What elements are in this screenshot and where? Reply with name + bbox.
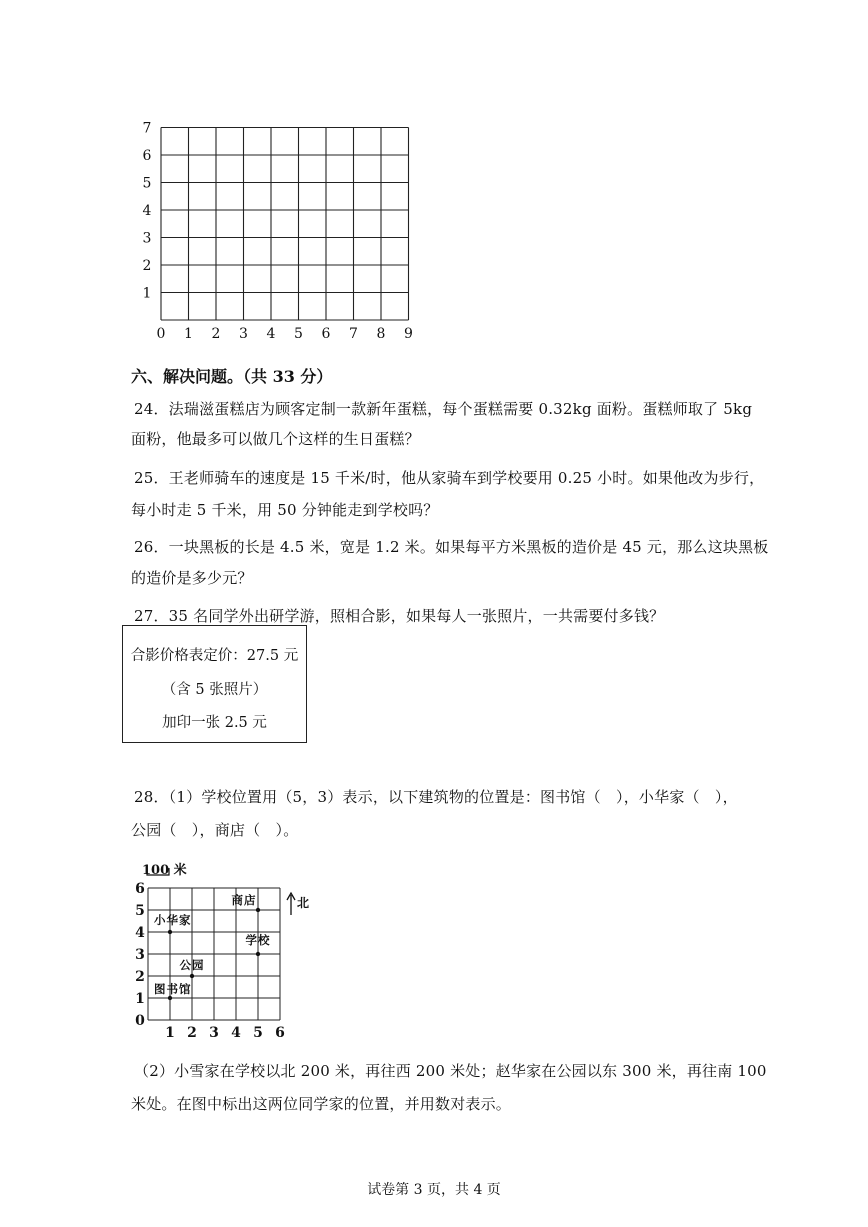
- coordinate-grid-9x7: [130, 112, 430, 347]
- map-places: [154, 893, 271, 1000]
- map-x-tick-label: 1: [165, 1025, 175, 1041]
- map-x-tick-label: 3: [209, 1025, 219, 1041]
- scale-label: 100 米: [142, 863, 187, 878]
- question-26-line-2: 的造价是多少元？: [131, 569, 253, 587]
- x-axis-labels: [157, 326, 413, 342]
- x-tick-label: 1: [184, 326, 193, 342]
- page-footer: 试卷第 3 页，共 4 页: [367, 1182, 501, 1198]
- y-tick-label: 2: [142, 258, 152, 274]
- map-y-tick-label: 4: [135, 925, 145, 941]
- question-28-line-1: 28．（1）学校位置用（5，3）表示，以下建筑物的位置是：图书馆（ ），小华家（ ），: [134, 788, 738, 806]
- map-origin-label: 0: [135, 1013, 145, 1029]
- section-title: 六、解决问题。（共 33 分）: [131, 367, 333, 386]
- map-y-tick-label: 5: [135, 903, 145, 919]
- map-y-labels: [135, 881, 145, 1029]
- place-marker: [190, 974, 194, 978]
- question-28-part-2-line-1: （2）小雪家在学校以北 200 米，再往西 200 米处；赵华家在公园以东 300 米，再往南 100: [134, 1062, 767, 1080]
- place-marker: [168, 930, 172, 934]
- map-grid-lines: [148, 888, 280, 1020]
- map-y-tick-label: 1: [135, 991, 145, 1007]
- y-tick-label: 1: [142, 285, 152, 302]
- x-tick-label: 8: [376, 326, 386, 342]
- y-tick-label: 7: [142, 120, 152, 137]
- map-x-tick-label: 5: [253, 1025, 263, 1041]
- x-tick-label: 7: [349, 326, 358, 342]
- price-table-box: [122, 625, 307, 743]
- x-tick-label: 9: [404, 326, 413, 342]
- place-marker: [256, 908, 260, 912]
- question-26-line-1: 26．一块黑板的长是 4.5 米，宽是 1.2 米。如果每平方米黑板的造价是 45 元，那么这块黑板: [134, 538, 769, 556]
- grid-lines: [161, 128, 409, 321]
- x-tick-label: 3: [239, 326, 248, 342]
- question-25-line-2: 每小时走 5 千米，用 50 分钟能走到学校吗？: [131, 501, 439, 519]
- place-marker: [168, 996, 172, 1000]
- question-27-line-1: 27．35 名同学外出研学游，照相合影，如果每人一张照片，一共需要付多钱？: [134, 607, 665, 625]
- place-label: 商店: [231, 893, 257, 907]
- y-tick-label: 5: [142, 175, 152, 192]
- scale-bar: [142, 862, 187, 878]
- question-28-part-2-line-2: 米处。在图中标出这两位同学家的位置，并用数对表示。: [131, 1095, 512, 1113]
- price-box-line-2: （含 5 张照片）: [161, 682, 268, 698]
- north-indicator: [287, 893, 309, 915]
- place-label: 学校: [245, 933, 271, 947]
- price-box-line-1: 合影价格表定价：27.5 元: [130, 648, 299, 664]
- price-box-line-3: 加印一张 2.5 元: [162, 715, 267, 731]
- question-28-line-2: 公园（ ），商店（ ）。: [131, 821, 299, 839]
- north-label: 北: [297, 896, 310, 910]
- map-x-tick-label: 2: [187, 1025, 197, 1041]
- question-24-line-1: 24．法瑞滋蛋糕店为顾客定制一款新年蛋糕，每个蛋糕需要 0.32kg 面粉。蛋糕师取了 5kg: [134, 400, 753, 418]
- place-label: 公园: [179, 958, 205, 972]
- place-marker: [256, 952, 260, 956]
- question-25-line-1: 25．王老师骑车的速度是 15 千米/时，他从家骑车到学校要用 0.25 小时。如果他改为步行，: [134, 469, 765, 487]
- place-label: 图书馆: [154, 982, 192, 996]
- location-map: [128, 858, 328, 1043]
- x-tick-label: 2: [211, 326, 221, 342]
- x-tick-label: 0: [156, 326, 166, 342]
- x-tick-label: 6: [321, 326, 331, 342]
- x-tick-label: 4: [266, 326, 276, 342]
- map-y-tick-label: 2: [135, 969, 145, 985]
- x-tick-label: 5: [294, 326, 303, 342]
- y-axis-labels: [143, 121, 152, 302]
- y-tick-label: 3: [142, 230, 152, 247]
- question-24-line-2: 面粉，他最多可以做几个这样的生日蛋糕？: [131, 430, 420, 448]
- map-y-tick-label: 3: [135, 947, 145, 963]
- y-tick-label: 6: [142, 148, 152, 164]
- map-x-tick-label: 4: [231, 1025, 241, 1041]
- y-tick-label: 4: [142, 203, 152, 219]
- map-y-tick-label: 6: [135, 881, 145, 897]
- place-label: 小华家: [154, 913, 192, 927]
- map-x-tick-label: 6: [275, 1025, 285, 1041]
- map-x-labels: [165, 1025, 285, 1041]
